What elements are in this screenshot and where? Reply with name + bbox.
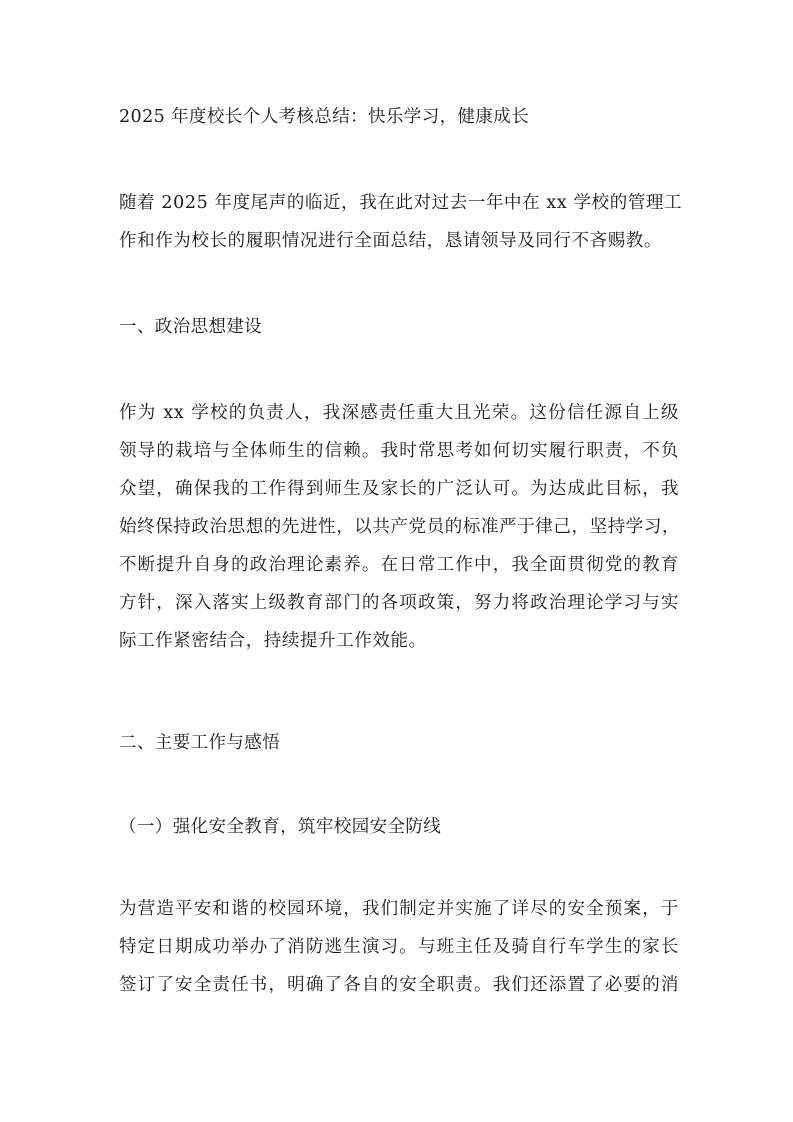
section1-heading: 一、政治思想建设 [119,317,263,337]
intro-line-1: 随着 2025 年度尾声的临近，我在此对过去一年中在 xx 学校的管理工 [119,193,683,213]
subsection1-line-2: 特定日期成功举办了消防逃生演习。与班主任及骑自行车学生的家长 [119,937,679,957]
section2-heading: 二、主要工作与感悟 [119,733,281,753]
section1-line-4: 始终保持政治思想的先进性，以共产党员的标准严于律己，坚持学习， [119,517,681,537]
section1-line-7: 际工作紧密结合，持续提升工作效能。 [119,631,427,651]
subsection1-line-3: 签订了安全责任书，明确了各自的安全职责。我们还添置了必要的消 [119,975,679,995]
subsection1-heading: （一）强化安全教育，筑牢校园安全防线 [119,817,442,837]
section1-line-3: 众望，确保我的工作得到师生及家长的广泛认可。为达成此目标，我 [119,479,679,499]
section1-line-5: 不断提升自身的政治理论素养。在日常工作中，我全面贯彻党的教育 [119,555,679,575]
document-title: 2025 年度校长个人考核总结：快乐学习，健康成长 [119,107,530,127]
section1-line-2: 领导的栽培与全体师生的信赖。我时常思考如何切实履行职责，不负 [119,441,679,461]
section1-line-6: 方针，深入落实上级教育部门的各项政策，努力将政治理论学习与实 [119,593,679,613]
subsection1-line-1: 为营造平安和谐的校园环境，我们制定并实施了详尽的安全预案，于 [119,899,679,919]
intro-line-2: 作和作为校长的履职情况进行全面总结，恳请领导及同行不吝赐教。 [119,231,662,251]
section1-line-1: 作为 xx 学校的负责人，我深感责任重大且光荣。这份信任源自上级 [119,403,679,423]
